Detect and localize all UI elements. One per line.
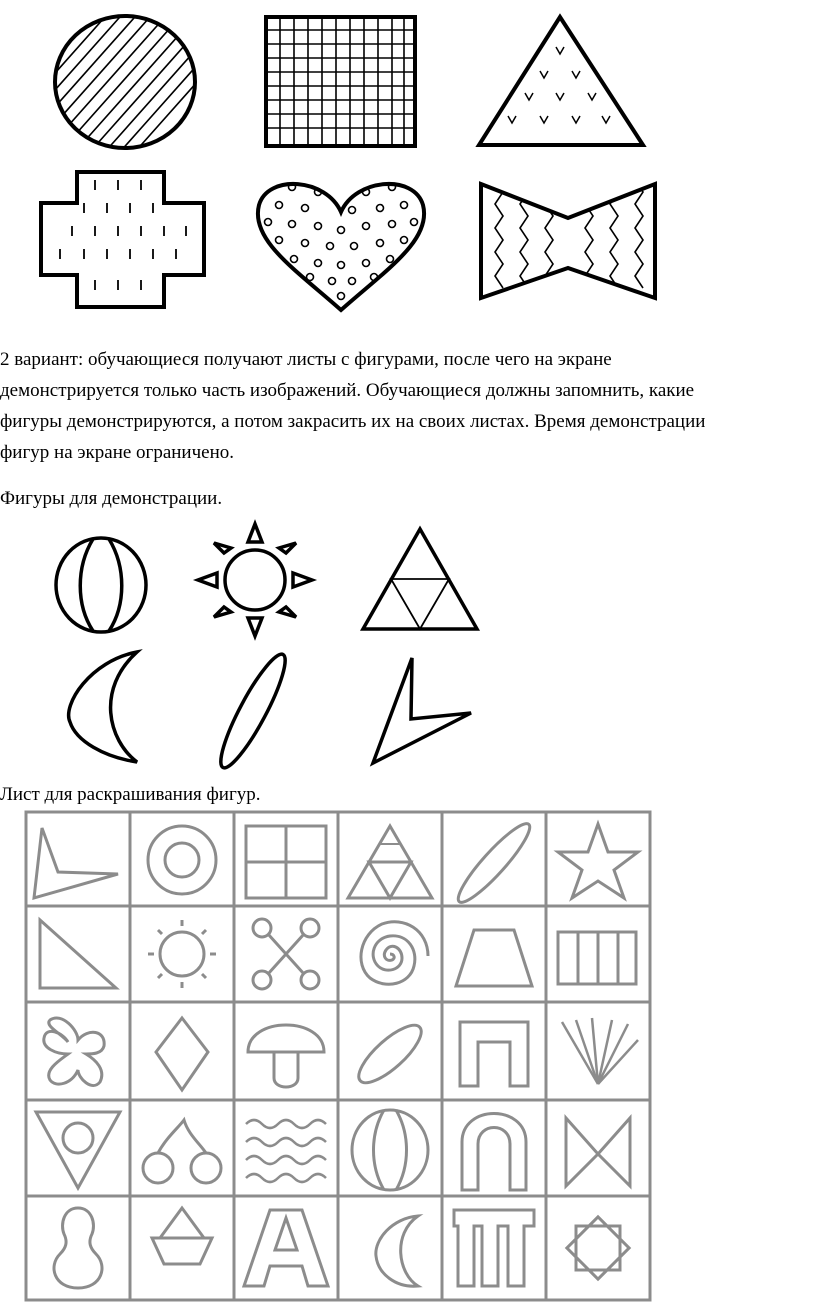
sheet-long-oval [451,817,537,909]
sheet-fan-lines [562,1018,638,1084]
sheet-bowtie [566,1118,630,1186]
striped-ball-figure [56,538,146,632]
sheet-arch-gate [460,1022,528,1086]
demo-heading: Фигуры для демонстрации. [0,488,223,509]
sheet-octagram-squares [567,1217,629,1279]
sheet-sun [148,920,216,988]
sheet-heading: Лист для раскрашивания фигур. [0,784,261,805]
hatched-circle-figure [0,0,270,180]
sheet-x-with-circles [253,919,319,989]
sheet-striped-ball [352,1110,428,1190]
sheet-ring [148,826,216,894]
sheet-right-triangle [40,920,116,988]
sheet-arch [462,1114,526,1191]
sheet-four-square [246,826,326,898]
sheet-letter-a [244,1210,328,1286]
sheet-cherries [143,1120,221,1183]
sheet-four-petal-flower [44,1018,104,1085]
paragraph-line: фигур на экране ограничено. [0,442,235,463]
crescent-figure [69,652,137,762]
paragraph-line: фигуры демонстрируются, а потом закрасить их на своих листах. Время демонстрации [0,411,706,432]
sheet-pi-shape [454,1210,534,1286]
sheet-grid [26,812,650,1300]
sheet-check-angle [34,828,118,898]
coloring-sheet [0,808,816,1308]
bowtie-zigzag-figure [481,180,655,298]
sheet-star [558,824,638,898]
grid-square-figure [266,17,415,146]
sheet-snowman [54,1208,102,1288]
sheet-subdivided-triangle [348,826,432,898]
sheet-crescent [376,1216,418,1286]
heart-circles-figure [258,184,424,311]
oval-leaf-figure [211,648,294,773]
demo-figures [0,515,816,765]
sheet-striped-rectangle [558,932,636,984]
sheet-diamond [156,1018,208,1090]
sheet-mushroom [248,1025,324,1087]
subdivided-triangle-figure [363,529,477,629]
instructions-paragraph [0,344,812,468]
sheet-triangle-with-circle [36,1112,120,1188]
sheet-spiral [361,922,428,984]
sheet-boat [152,1208,212,1264]
paragraph-line: 2 вариант: обучающиеся получают листы с фигурами, после чего на экране [0,349,612,370]
sheet-waves [246,1120,326,1182]
chevron-arrow-figure [373,658,471,763]
top-figures [0,0,816,320]
cross-tick-figure [41,172,204,307]
triangle-v-figure [479,17,643,145]
sheet-trapezoid [456,930,532,986]
paragraph-line: демонстрируется только часть изображений. Обучающиеся должны запомнить, какие [0,380,695,401]
sheet-tilted-oval [351,1017,429,1091]
sun-figure [198,524,312,636]
